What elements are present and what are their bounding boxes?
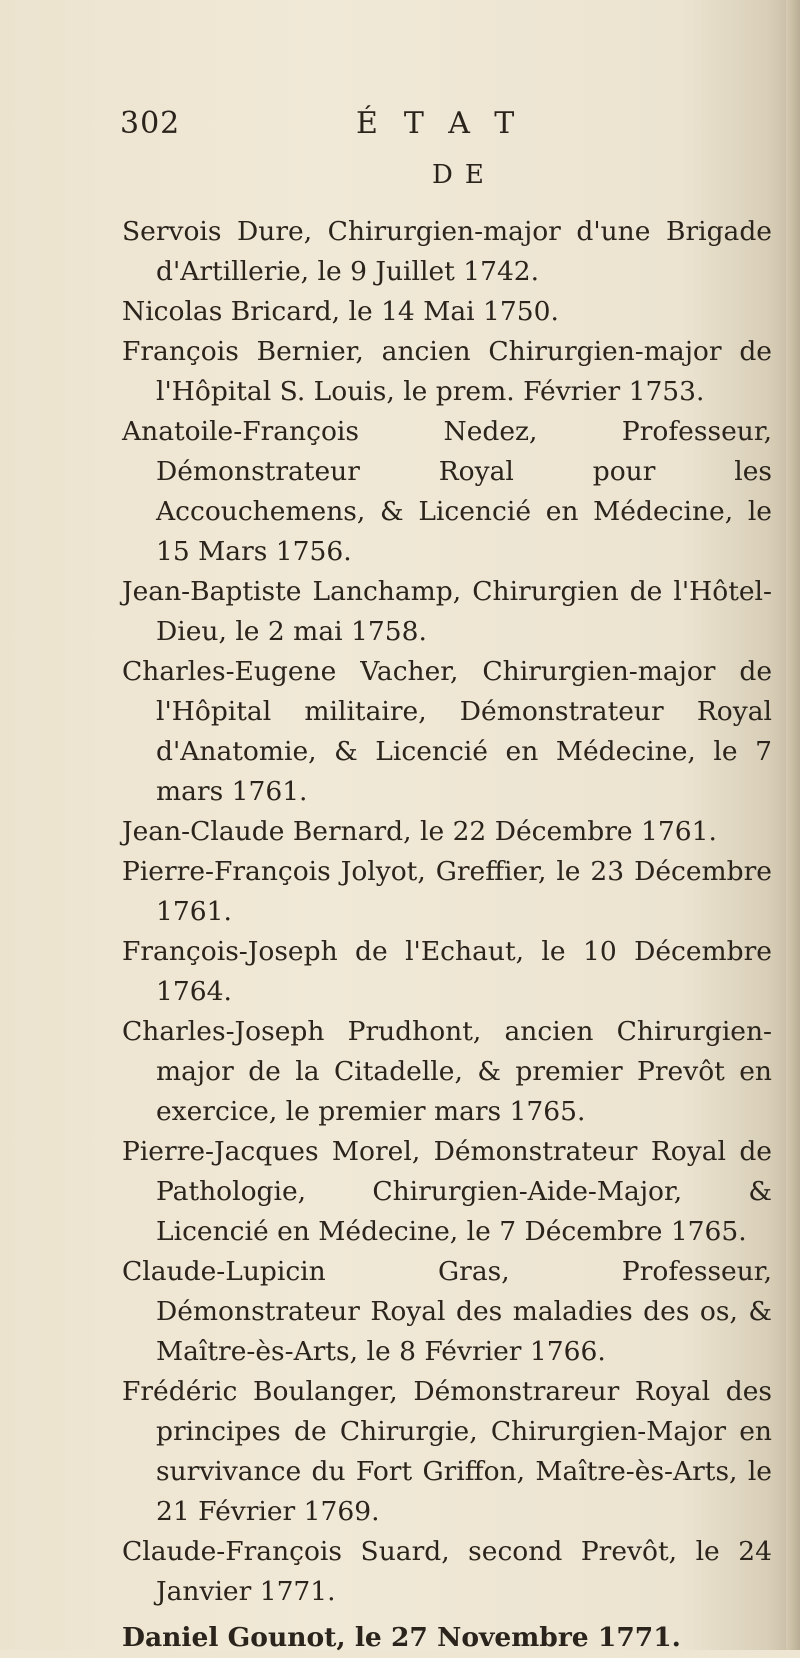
member-entry: Charles-Eugene Vacher, Chirurgien-major de l'Hôpital militaire, Démonstrateur Royal d'Anatomie, & Licencié en Médecine, le 7 mars 1761.	[122, 656, 772, 807]
member-entry: François-Joseph de l'Echaut, le 10 Décembre 1764.	[122, 936, 772, 1007]
member-entry: Claude-François Suard, second Prevôt, le 24 Janvier 1771.	[122, 1536, 772, 1607]
member-entry: Charles-Joseph Prudhont, ancien Chirurgien-major de la Citadelle, & premier Prevôt en exercice, le premier mars 1765.	[122, 1016, 772, 1127]
member-entry: Servois Dure, Chirurgien-major d'une Brigade d'Artillerie, le 9 Juillet 1742.	[122, 216, 772, 287]
page-number: 302	[120, 106, 181, 141]
member-entry: Claude-Lupicin Gras, Professeur, Démonstrateur Royal des maladies des os, & Maître-ès-Arts, le 8 Février 1766.	[122, 1256, 772, 1367]
running-header	[120, 100, 680, 150]
member-entry: Anatoile-François Nedez, Professeur, Démonstrateur Royal pour les Accouchemens, & Licencié en Médecine, le 15 Mars 1756.	[122, 416, 772, 567]
running-title: ÉTAT	[356, 106, 541, 141]
running-subtitle: DE	[432, 160, 496, 190]
member-list	[122, 212, 772, 1658]
member-entry: François Bernier, ancien Chirurgien-major de l'Hôpital S. Louis, le prem. Février 1753.	[122, 336, 772, 407]
member-entry: Nicolas Bricard, le 14 Mai 1750.	[122, 296, 559, 327]
member-entry: Jean-Claude Bernard, le 22 Décembre 1761.	[122, 816, 717, 847]
member-entry-last: Daniel Gounot, le 27 Novembre 1771.	[122, 1622, 681, 1653]
member-entry: Pierre-François Jolyot, Greffier, le 23 Décembre 1761.	[122, 856, 772, 927]
member-entry: Frédéric Boulanger, Démonstrareur Royal des principes de Chirurgie, Chirurgien-Major en survivance du Fort Griffon, Maître-ès-Arts, le 21 Février 1769.	[122, 1376, 772, 1527]
member-entry: Jean-Baptiste Lanchamp, Chirurgien de l'Hôtel-Dieu, le 2 mai 1758.	[122, 576, 772, 647]
member-entry: Pierre-Jacques Morel, Démonstrateur Royal de Pathologie, Chirurgien-Aide-Major, & Licencié en Médecine, le 7 Décembre 1765.	[122, 1136, 772, 1247]
page-edge	[786, 0, 800, 1650]
